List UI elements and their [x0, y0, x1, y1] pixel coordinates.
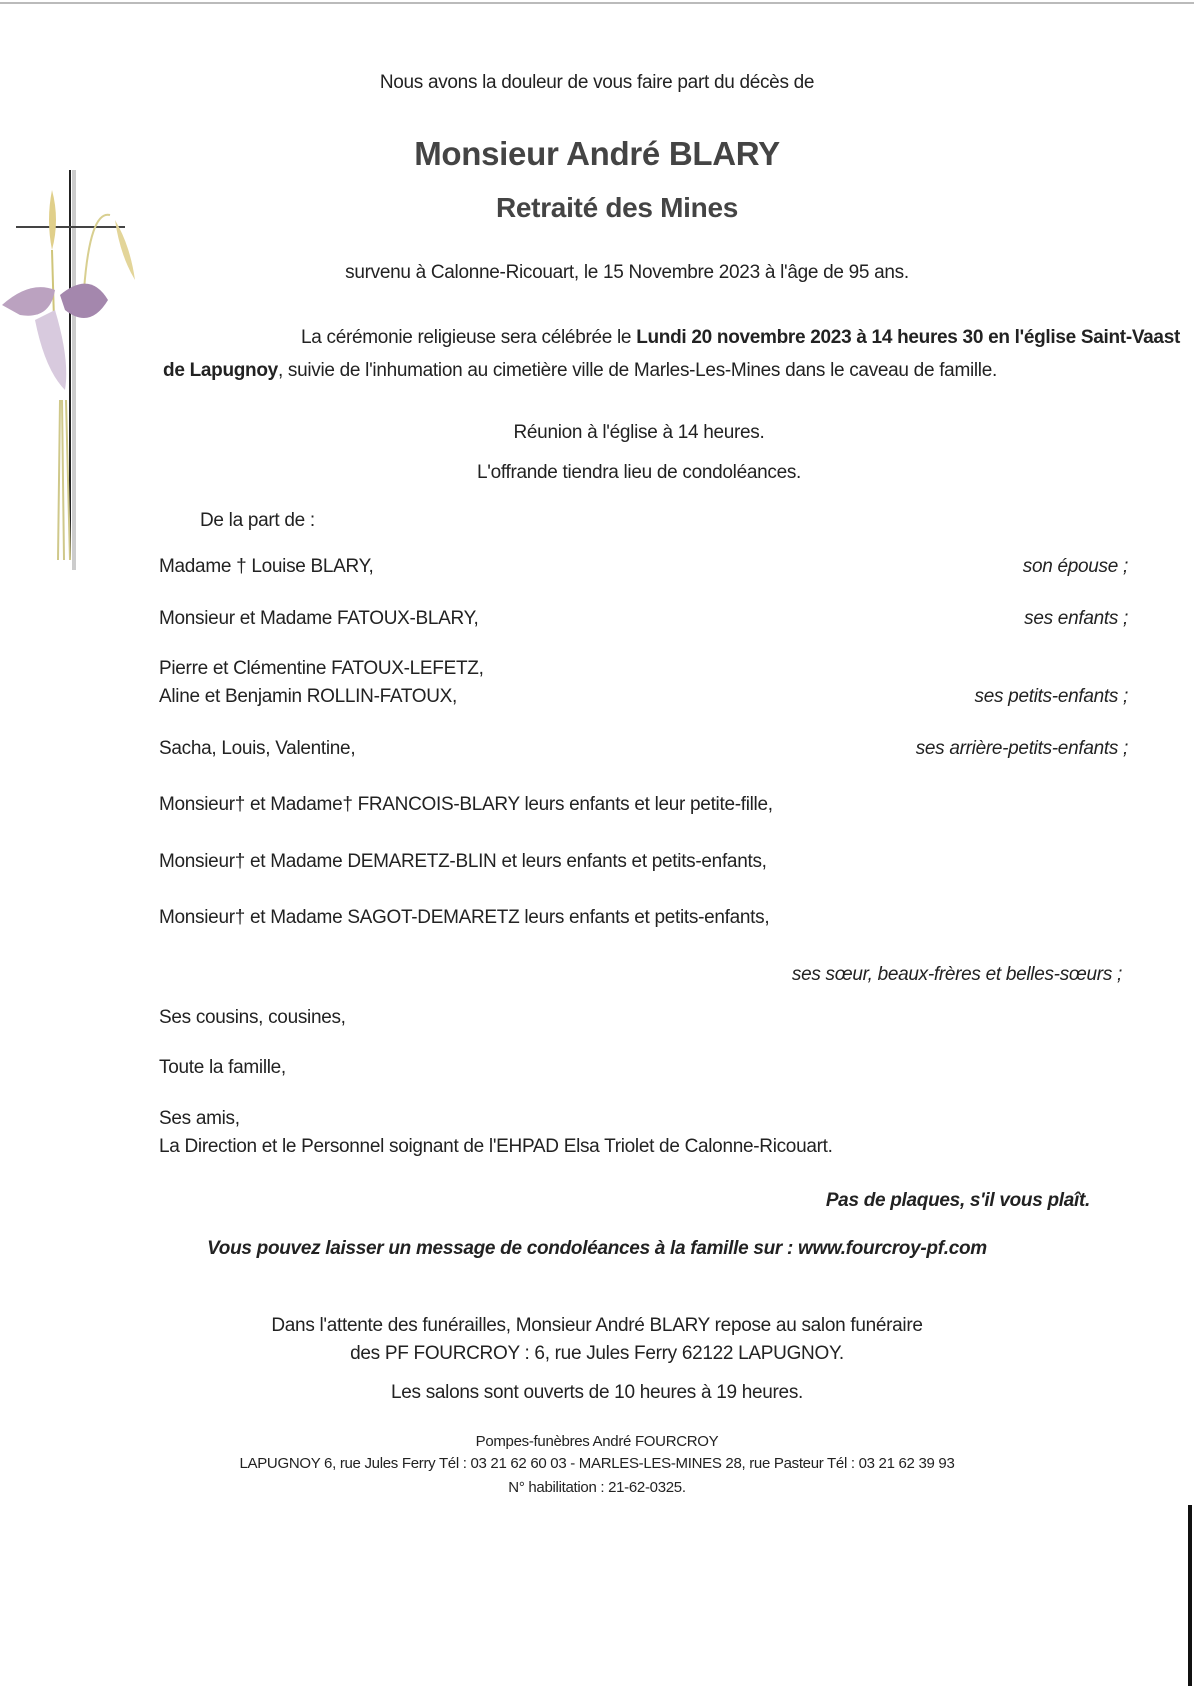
rest-line-2: des PF FOURCROY : 6, rue Jules Ferry 62122 LAPUGNOY.: [350, 1343, 844, 1364]
family-left: Monsieur† et Madame† FRANCOIS-BLARY leurs enfants et leur petite-fille,: [159, 794, 773, 815]
footer-company: Pompes-funèbres André FOURCROY: [475, 1433, 719, 1450]
family-relation: son épouse ;: [1022, 556, 1128, 577]
meeting-text: Réunion à l'église à 14 heures.: [513, 422, 765, 443]
family-left: Monsieur† et Madame DEMARETZ-BLIN et leurs enfants et petits-enfants,: [159, 851, 767, 872]
no-plaques-note: Pas de plaques, s'il vous plaît.: [825, 1190, 1090, 1211]
family-relation: ses arrière-petits-enfants ;: [915, 738, 1128, 759]
opening-hours: Les salons sont ouverts de 10 heures à 19 heures.: [390, 1382, 804, 1403]
ceremony-text-2: , suivie de l'inhumation au cimetière ville de Marles-Les-Mines dans le caveau de famille.: [277, 360, 997, 381]
family-left: Ses cousins, cousines,: [159, 1007, 346, 1028]
family-left: Pierre et Clémentine FATOUX-LEFETZ,: [159, 658, 484, 679]
subtitle: Retraité des Mines: [495, 192, 739, 223]
family-relation: ses sœur, beaux-frères et belles-sœurs ;: [791, 964, 1122, 985]
family-relation: ses enfants ;: [1024, 608, 1128, 629]
family-left: Monsieur et Madame FATOUX-BLARY,: [159, 608, 479, 629]
family-left: Madame † Louise BLARY,: [159, 556, 374, 577]
family-left: Toute la famille,: [159, 1057, 286, 1078]
family-left: Sacha, Louis, Valentine,: [159, 738, 356, 759]
family-left: Monsieur† et Madame SAGOT-DEMARETZ leurs enfants et petits-enfants,: [159, 907, 770, 928]
family-left: Ses amis,: [159, 1108, 240, 1129]
footer-addresses: LAPUGNOY 6, rue Jules Ferry Tél : 03 21 62 60 03 - MARLES-LES-MINES 28, rue Pasteur Tél : 03 21 62 39 93: [239, 1455, 955, 1472]
deceased-name: Monsieur André BLARY: [414, 135, 780, 172]
intro-text: Nous avons la douleur de vous faire part du décès de: [379, 72, 815, 93]
family-left: Aline et Benjamin ROLLIN-FATOUX,: [159, 686, 458, 707]
scan-edge: [1188, 1505, 1192, 1686]
ceremony-line-2: [0, 357, 1170, 385]
from-label: De la part de :: [200, 510, 315, 531]
condolences-note: Vous pouvez laisser un message de condoléances à la famille sur : www.fourcroy-pf.com: [207, 1238, 987, 1259]
offering-text: L'offrande tiendra lieu de condoléances.: [476, 462, 802, 483]
footer-license: N° habilitation : 21-62-0325.: [508, 1479, 686, 1496]
ceremony-date: Lundi 20 novembre 2023 à 14 heures 30 en l'église Saint-Vaast: [636, 327, 1180, 348]
ceremony-place: de Lapugnoy: [163, 360, 278, 381]
family-left: La Direction et le Personnel soignant de l'EHPAD Elsa Triolet de Calonne-Ricouart.: [159, 1136, 833, 1157]
ceremony-text: La cérémonie religieuse sera célébrée le: [301, 327, 637, 348]
ceremony-line-1: [0, 324, 1180, 352]
rest-line-1: Dans l'attente des funérailles, Monsieur André BLARY repose au salon funéraire: [271, 1315, 923, 1336]
top-rule: [0, 2, 1194, 4]
family-relation: ses petits-enfants ;: [974, 686, 1128, 707]
death-info: survenu à Calonne-Ricouart, le 15 Novembre 2023 à l'âge de 95 ans.: [345, 262, 909, 283]
